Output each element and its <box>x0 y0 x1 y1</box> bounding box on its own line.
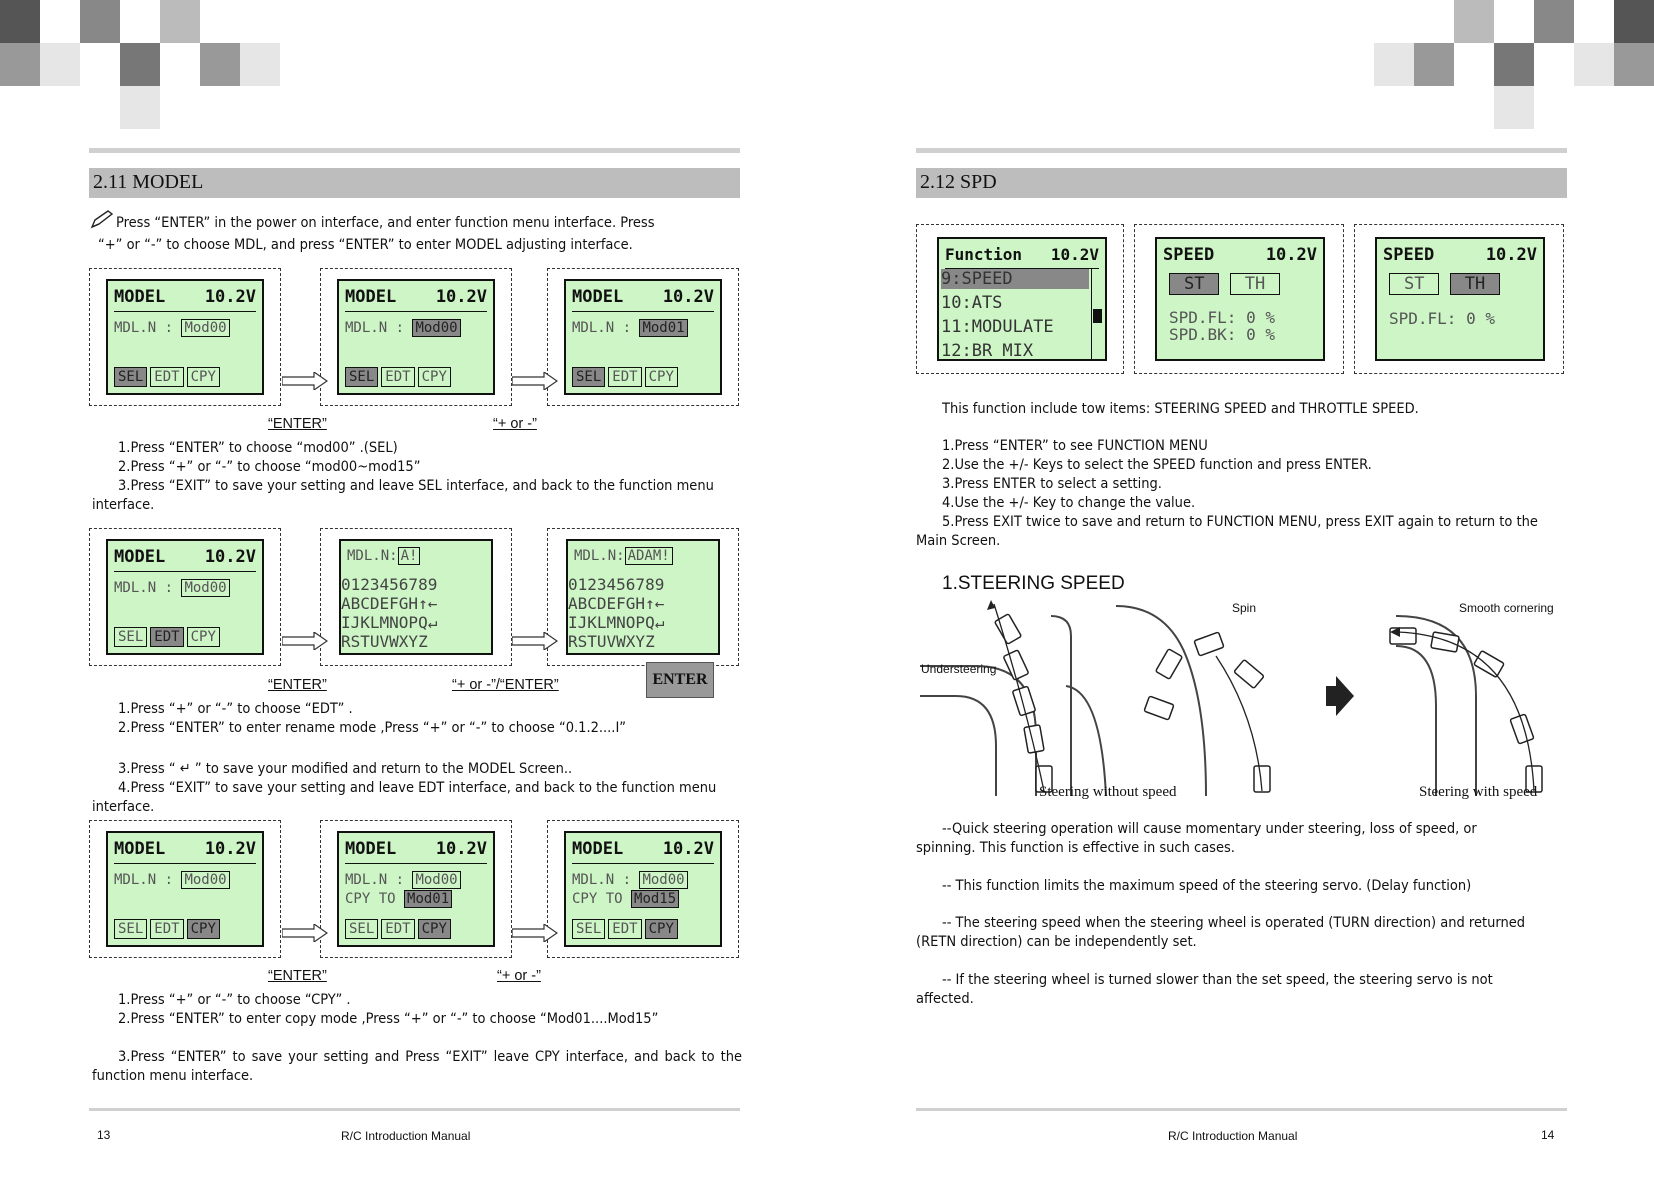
sel-button[interactable]: SEL <box>345 919 378 939</box>
cpy-button[interactable]: CPY <box>187 367 220 387</box>
edt-button[interactable]: EDT <box>381 367 414 387</box>
sel-step-2: 2.Press “+” or “-” to choose “mod00~mod15” <box>118 459 421 475</box>
label-enter: “ENTER” <box>268 968 327 984</box>
lcd-buttons <box>572 919 678 939</box>
cpy-button[interactable]: CPY <box>187 919 220 939</box>
enter-key[interactable]: ENTER <box>646 662 714 698</box>
edt-button[interactable]: EDT <box>150 627 183 647</box>
fig-label-spin: Spin <box>1232 601 1257 615</box>
note-1: --Quick steering operation will cause momentary under steering, loss of speed, or spinning. This function is effective in such cases. <box>916 821 1477 856</box>
bottom-rule-left <box>89 1108 740 1111</box>
note-4: -- If the steering wheel is turned slower than the set speed, the steering servo is not affected. <box>916 972 1493 1007</box>
lcd-screen <box>564 279 722 395</box>
sel-button[interactable]: SEL <box>114 627 147 647</box>
lcd-screen <box>1375 237 1545 361</box>
sel-button[interactable]: SEL <box>345 367 378 387</box>
right-arrow-icon <box>282 632 328 650</box>
mdl-row: MDL.N : Mod00 <box>114 579 230 597</box>
char-grid: 0123456789 ABCDEFGH↑← IJKLMNOPQ↵ RSTUVWXYZ <box>568 575 665 651</box>
lcd-header: MODEL 10.2V <box>572 287 714 312</box>
spd-fl: SPD.FL: 0 % <box>1389 309 1495 328</box>
lcd-header: MODEL 10.2V <box>345 839 487 864</box>
func-item-speed[interactable]: 9:SPEED <box>941 269 1089 289</box>
pencil-icon <box>90 209 116 229</box>
tab-st[interactable]: ST <box>1389 273 1439 295</box>
page-number-left: 13 <box>97 1128 111 1142</box>
edt-button[interactable]: EDT <box>150 367 183 387</box>
mdl-row: MDL.N : Mod01 <box>572 319 688 337</box>
spd-step-5: 5.Press EXIT twice to save and return to FUNCTION MENU, press EXIT again to return to the Main Screen. <box>916 514 1538 549</box>
cpy-row: CPY TO Mod01 <box>345 890 452 908</box>
top-rule-right <box>916 148 1567 153</box>
lcd-header: MODEL 10.2V <box>114 287 256 312</box>
edt-step-4: 4.Press “EXIT” to save your setting and leave EDT interface, and back to the function menu interface. <box>92 780 717 815</box>
caption-with-speed: Steering with speed <box>1419 784 1538 800</box>
subheading-steering-speed: 1.STEERING SPEED <box>942 573 1125 594</box>
mdl-value: Mod00 <box>639 871 687 889</box>
lcd-frame-cpy-2 <box>320 820 512 958</box>
spd-step-4: 4.Use the +/- Key to change the value. <box>942 495 1196 511</box>
edt-button[interactable]: EDT <box>608 919 641 939</box>
function-menu-frame <box>916 224 1124 374</box>
mdl-value: Mod00 <box>181 579 229 597</box>
spd-fl: SPD.FL: 0 % <box>1169 308 1275 327</box>
mdl-row: MDL.N : Mod00 <box>114 871 230 889</box>
lcd-header: MODEL 10.2V <box>114 547 256 572</box>
sel-button[interactable]: SEL <box>114 919 147 939</box>
cpy-button[interactable]: CPY <box>418 919 451 939</box>
lcd-screen <box>337 831 495 947</box>
lcd-screen <box>106 831 264 947</box>
func-item-modulate[interactable]: 11:MODULATE <box>941 317 1054 337</box>
lcd-screen <box>106 279 264 395</box>
speed-th-frame <box>1354 224 1564 374</box>
char-grid: 0123456789 ABCDEFGH↑← IJKLMNOPQ↵ RSTUVWXYZ <box>341 575 438 651</box>
lcd-header: MODEL 10.2V <box>114 839 256 864</box>
rename-value: ADAM! <box>625 547 673 565</box>
cpy-button[interactable]: CPY <box>645 367 678 387</box>
intro-line-2: “+” or “-” to choose MDL, and press “ENTER” to enter MODEL adjusting interface. <box>98 237 633 253</box>
lcd-frame-sel-1 <box>89 268 281 406</box>
label-enter: “ENTER” <box>268 677 327 693</box>
rename-row: MDL.N: ADAM! <box>574 547 673 565</box>
lcd-buttons <box>114 627 220 647</box>
edt-button[interactable]: EDT <box>381 919 414 939</box>
lcd-buttons <box>345 367 451 387</box>
lcd-screen <box>339 539 493 655</box>
right-arrow-icon <box>512 924 558 942</box>
lcd-screen <box>1155 237 1325 361</box>
lcd-header: MODEL 10.2V <box>572 839 714 864</box>
spd-step-2: 2.Use the +/- Keys to select the SPEED function and press ENTER. <box>942 457 1372 473</box>
lcd-buttons <box>114 367 220 387</box>
note-3: -- The steering speed when the steering wheel is operated (TURN direction) and returned (RETN direction) can be independently set. <box>916 915 1526 950</box>
func-item-br-mix[interactable]: 12:BR_MIX <box>941 341 1034 361</box>
note-2: -- This function limits the maximum speed of the steering servo. (Delay function) <box>942 878 1472 894</box>
lcd-header: SPEED 10.2V <box>1163 245 1317 265</box>
lcd-frame-rename-2 <box>547 528 739 666</box>
lcd-frame-rename-1 <box>320 528 512 666</box>
right-arrow-icon <box>512 632 558 650</box>
lcd-buttons <box>572 367 678 387</box>
steering-figure <box>916 596 1566 804</box>
lcd-header: MODEL 10.2V <box>345 287 487 312</box>
rename-value: A! <box>398 547 421 565</box>
spd-step-3: 3.Press ENTER to select a setting. <box>942 476 1162 492</box>
cpy-row: CPY TO Mod15 <box>572 890 679 908</box>
label-plus-minus: “+ or -” <box>497 968 541 984</box>
sel-step-3: 3.Press “EXIT” to save your setting and leave SEL interface, and back to the function menu interface. <box>92 478 714 513</box>
caption-without-speed: Steering without speed <box>1039 784 1177 800</box>
lcd-buttons <box>114 919 220 939</box>
lcd-frame-sel-3 <box>547 268 739 406</box>
intro-line-1: Press “ENTER” in the power on interface, and enter function menu interface. Press <box>116 215 655 231</box>
footer-left: R/C Introduction Manual <box>341 1129 471 1143</box>
edt-step-2: 2.Press “ENTER” to enter rename mode ,Press “+” or “-” to choose “0.1.2....I” <box>118 720 627 736</box>
lcd-header: Function 10.2V <box>945 245 1099 269</box>
fig-label-smooth: Smooth cornering <box>1459 601 1554 615</box>
cpy-step-1: 1.Press “+” or “-” to choose “CPY” . <box>118 992 351 1008</box>
lcd-screen <box>566 539 720 655</box>
mdl-value: Mod00 <box>181 871 229 889</box>
mdl-row: MDL.N : Mod00 <box>345 871 461 889</box>
speed-tabs <box>1169 273 1280 295</box>
speed-tabs <box>1389 273 1500 295</box>
tab-th[interactable]: TH <box>1450 273 1500 295</box>
mdl-value: Mod00 <box>412 319 460 337</box>
bottom-rule-right <box>916 1108 1567 1111</box>
mdl-row: MDL.N : Mod00 <box>345 319 461 337</box>
sel-button[interactable]: SEL <box>114 367 147 387</box>
section-title-spd: 2.12 SPD <box>916 168 1567 198</box>
lcd-frame-cpy-3 <box>547 820 739 958</box>
page-number-right: 14 <box>1541 1128 1555 1142</box>
lcd-screen <box>564 831 722 947</box>
sel-step-1: 1.Press “ENTER” to choose “mod00” .(SEL) <box>118 440 398 456</box>
cpy-button[interactable]: CPY <box>418 367 451 387</box>
mdl-value: Mod00 <box>412 871 460 889</box>
right-arrow-icon <box>512 372 558 390</box>
scrollbar[interactable] <box>1091 269 1103 361</box>
cpy-step-3: 3.Press “ENTER” to save your setting and Press “EXIT” leave CPY interface, and back to the function menu interface. <box>92 1049 742 1084</box>
edt-button[interactable]: EDT <box>150 919 183 939</box>
mdl-row: MDL.N : Mod00 <box>114 319 230 337</box>
lcd-frame-edt-1 <box>89 528 281 666</box>
lcd-frame-sel-2 <box>320 268 512 406</box>
sel-button[interactable]: SEL <box>572 919 605 939</box>
sel-button[interactable]: SEL <box>572 367 605 387</box>
cpy-step-2: 2.Press “ENTER” to enter copy mode ,Press “+” or “-” to choose “Mod01....Mod15” <box>118 1011 659 1027</box>
mdl-value: Mod00 <box>181 319 229 337</box>
tab-st[interactable]: ST <box>1169 273 1219 295</box>
lcd-buttons <box>345 919 451 939</box>
speed-st-frame <box>1134 224 1344 374</box>
section-title-model: 2.11 MODEL <box>89 168 740 198</box>
edt-button[interactable]: EDT <box>608 367 641 387</box>
func-item-ats[interactable]: 10:ATS <box>941 293 1003 313</box>
lcd-screen <box>337 279 495 395</box>
fig-label-understeering: Understeering <box>921 662 997 676</box>
lcd-header: SPEED 10.2V <box>1383 245 1537 265</box>
lcd-screen <box>937 237 1107 361</box>
spd-bk: SPD.BK: 0 % <box>1169 325 1275 344</box>
top-rule-left <box>89 148 740 153</box>
label-plus-minus-enter: “+ or -”/“ENTER” <box>452 677 559 693</box>
cpy-value: Mod01 <box>404 890 452 908</box>
cpy-button[interactable]: CPY <box>645 919 678 939</box>
cpy-value: Mod15 <box>631 890 679 908</box>
right-arrow-icon <box>282 924 328 942</box>
tab-th[interactable]: TH <box>1230 273 1280 295</box>
right-arrow-icon <box>282 372 328 390</box>
lcd-screen <box>106 539 264 655</box>
edt-step-3: 3.Press “ ↵ ” to save your modified and return to the MODEL Screen.. <box>118 761 573 777</box>
label-plus-minus: “+ or -” <box>493 416 537 432</box>
mdl-row: MDL.N : Mod00 <box>572 871 688 889</box>
spd-description: This function include tow items: STEERING SPEED and THROTTLE SPEED. <box>942 401 1419 417</box>
footer-right: R/C Introduction Manual <box>1168 1129 1298 1143</box>
lcd-frame-cpy-1 <box>89 820 281 958</box>
cpy-button[interactable]: CPY <box>187 627 220 647</box>
mdl-value: Mod01 <box>639 319 687 337</box>
edt-step-1: 1.Press “+” or “-” to choose “EDT” . <box>118 701 353 717</box>
spd-step-1: 1.Press “ENTER” to see FUNCTION MENU <box>942 438 1208 454</box>
label-enter: “ENTER” <box>268 416 327 432</box>
rename-row: MDL.N: A! <box>347 547 420 565</box>
